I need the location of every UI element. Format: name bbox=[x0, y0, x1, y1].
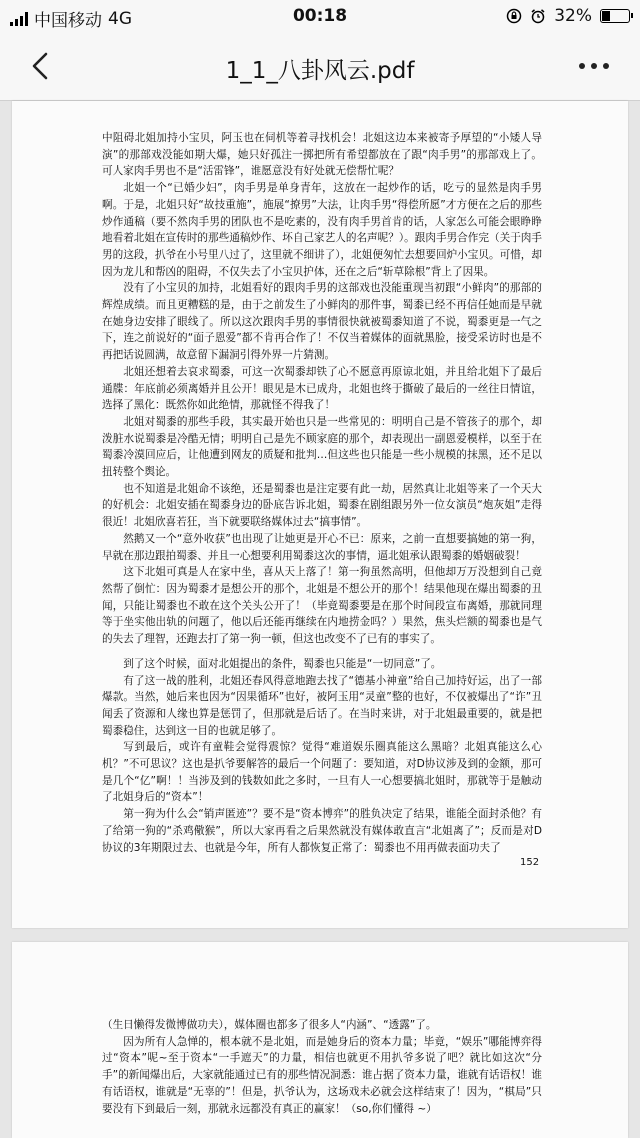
paragraph: 到了这个时候，面对北姐提出的条件，蜀黍也只能是“一切同意”了。 bbox=[123, 657, 442, 670]
paragraph: 第一狗为什么会“销声匿迹”？要不是“资本博弈”的胜负决定了结果，谁能全面封杀他？有了给第一狗的“杀鸡儆猴”，所以大家再看之后果然就没有媒体敢直言“北姐离了”；反而是对D协议的3年期限过去、也就是今年，所有人都恢复正常了：蜀黍也不用再做表面功夫了 bbox=[102, 808, 542, 854]
chevron-left-icon bbox=[22, 46, 62, 86]
paragraph: 没有了小宝贝的加持，北姐看好的跟肉手男的这部戏也没能重现当初跟“小鲜肉”的那部的辉煌成绩。而且更糟糕的是，由于之前发生了小鲜肉的那件事，蜀黍已经不再信任她而是早就在她身边安排了眼线了。所以这次跟肉手男的事情很快就被蜀黍知道了不说，蜀黍更是一气之下，连之前说好的“面子恩爱”都不肯再合作了！不仅当着媒体的面就黑脸，接受采访时也是不再把话说圆满，故意留下漏洞引得外界一片猜测。 bbox=[102, 282, 542, 362]
document-title: 1_1_八卦风云.pdf bbox=[225, 58, 415, 84]
page-number: 152 bbox=[520, 857, 540, 868]
page-text bbox=[102, 130, 542, 856]
more-horizontal-icon bbox=[570, 46, 618, 86]
pdf-page[interactable] bbox=[12, 942, 628, 1138]
paragraph: 中阻碍北姐加持小宝贝，阿玉也在伺机等着寻找机会！北姐这边本来被寄予厚望的“小矮人导演”的那部戏没能如期大爆，她只好孤注一掷把所有希望都放在了跟“肉手男”的那部戏上了。可人家肉手男也不是“活雷锋”，谁愿意没有好处就无偿帮忙呢？ bbox=[102, 132, 542, 178]
paragraph: 因为所有人急惮的，根本就不是北姐，而是她身后的资本力量；毕竟，“娱乐”哪能博弈得过“资本”呢~至于资本“一手遮天”的力量，相信也就更不用扒爷多说了吧？就比如这次“分手”的新闻爆出后，大家就能通过已有的那些情况洞悉：谁占据了资本力量，谁就有话语权！谁有话语权，谁就是“无辜的”！但是，扒爷认为，这场戏未必就会这样结束了！因为，“棋局”只要没有下到最后一刻，那就永远都没有真正的赢家！（so,你们懂得 ~） bbox=[102, 1035, 542, 1115]
carrier-name: 中国移动 bbox=[34, 11, 102, 31]
paragraph: 有了这一战的胜利，北姐还春风得意地跑去找了“德基小神童”给自己加持好运，出了一部爆款。当然，她后来也因为“因果循环”也好，被阿玉用“灵童”整的也好，不仅被爆出了“诈”丑闻丢了资源和人缘也算是惩罚了，但那就是后话了。在当时来讲，对于北姐最重要的，就是把蜀黍稳住，达到这一目的也就足够了。 bbox=[102, 674, 542, 737]
battery-percentage: 32% bbox=[554, 6, 592, 26]
paragraph: 北姐还想着去哀求蜀黍，可这一次蜀黍却铁了心不愿意再原谅北姐，并且给北姐下了最后通牒：年底前必须离婚并且公开！眼见是木已成舟，北姐也终于撕破了最后的一丝往日情谊，选择了黑化：既然你如此绝情，那就怪不得我了！ bbox=[102, 365, 542, 412]
status-time: 00:18 bbox=[292, 6, 348, 26]
more-options-button[interactable] bbox=[570, 46, 618, 86]
status-bar bbox=[0, 0, 640, 34]
rotation-lock-icon bbox=[506, 8, 522, 24]
back-button[interactable] bbox=[22, 46, 62, 86]
paragraph: 北姐一个“已婚少妇”，肉手男是单身青年，这放在一起炒作的话，吃亏的显然是肉手男啊。于是，北姐只好“故技重施”，施展“撩男”大法，让肉手男“得偿所愿”才方便在之后的那些炒作通稿（要不然肉手男的团队也不是吃素的，没有肉手男首肯的话，人家怎么可能会眼睁睁地看着北姐在宣传时的那些通稿炒作、坏自己家艺人的名声呢？）。跟肉手男合作完（关于肉手男的这段，扒爷在小号里八过了，这里就不细讲了），北姐便匆忙去想要回炉小宝贝。可惜，却因为龙儿和帮凶的阻碍，不仅失去了小宝贝护体，还在之后“斩草除根”背上了因果。 bbox=[102, 182, 542, 278]
paragraph: 然鹅又一个“意外收获”也出现了让她更是开心不已：原来，之前一直想要搞她的第一狗，早就在那边跟拍蜀黍、并且一心想要利用蜀黍这次的事情，逼北姐承认跟蜀黍的婚姻破裂！ bbox=[102, 532, 542, 562]
status-left bbox=[10, 6, 132, 31]
status-right bbox=[506, 6, 630, 26]
pdf-page[interactable] bbox=[12, 101, 628, 928]
paragraph: 北姐对蜀黍的那些手段，其实最开始也只是一些常见的：明明自己是不管孩子的那个，却泼脏水说蜀黍是冷酷无情；明明自己是先不顾家庭的那个，却表现出一副恩爱模样，以至于在蜀黍冷漠回应后，让他遭到网友的质疑和批判…但这些也只能是一些小规模的抹黑，还不足以扭转整个舆论。 bbox=[102, 415, 542, 479]
page-text bbox=[102, 1017, 542, 1117]
paragraph: （生日懒得发微博做功夫），媒体圈也都多了很多人“内涵”、“透露”了。 bbox=[102, 1019, 437, 1031]
navigation-bar bbox=[0, 34, 640, 101]
paragraph: 这下北姐可真是人在家中坐，喜从天上落了！第一狗虽然高明，但他却万万没想到自己竟然帮了倒忙：因为蜀黍才是想公开的那个，北姐是不想公开的那个！结果他现在爆出蜀黍的丑闻，只能让蜀黍也不敢在这个关头公开了！（毕竟蜀黍要是在那个时间段宣布离婚，那就同理等于坐实他出轨的问题了，他以后还能再继续在内地捞金吗？）果然，焦头烂额的蜀黍也是气的失去了理智，还跑去打了第一狗一顿，但这也改变不了已有的事实了。 bbox=[102, 566, 542, 646]
network-type: 4G bbox=[108, 8, 132, 29]
signal-icon bbox=[10, 12, 28, 26]
battery-icon bbox=[600, 9, 630, 23]
paragraph: 写到最后，或许有童鞋会觉得震惊？觉得“难道娱乐圈真能这么黑暗？北姐真能这么心机？”不可思议？这也是扒爷要解答的最后一个问题了：要知道，对D协议涉及到的金额，那可是几个“亿”啊！！当涉及到的钱数如此之多时，一旦有人一心想要搞北姐时，那就等于是触动了北姐身后的“资本”！ bbox=[102, 741, 542, 804]
alarm-icon bbox=[530, 8, 546, 24]
paragraph: 也不知道是北姐命不该绝，还是蜀黍也是注定要有此一劫，居然真让北姐等来了一个天大的好机会：北姐安插在蜀黍身边的卧底告诉北姐，蜀黍在剧组跟另外一位女演员“炮灰姐”走得很近！北姐欣喜若狂，当下就要联络媒体过去“搞事情”。 bbox=[102, 482, 542, 529]
